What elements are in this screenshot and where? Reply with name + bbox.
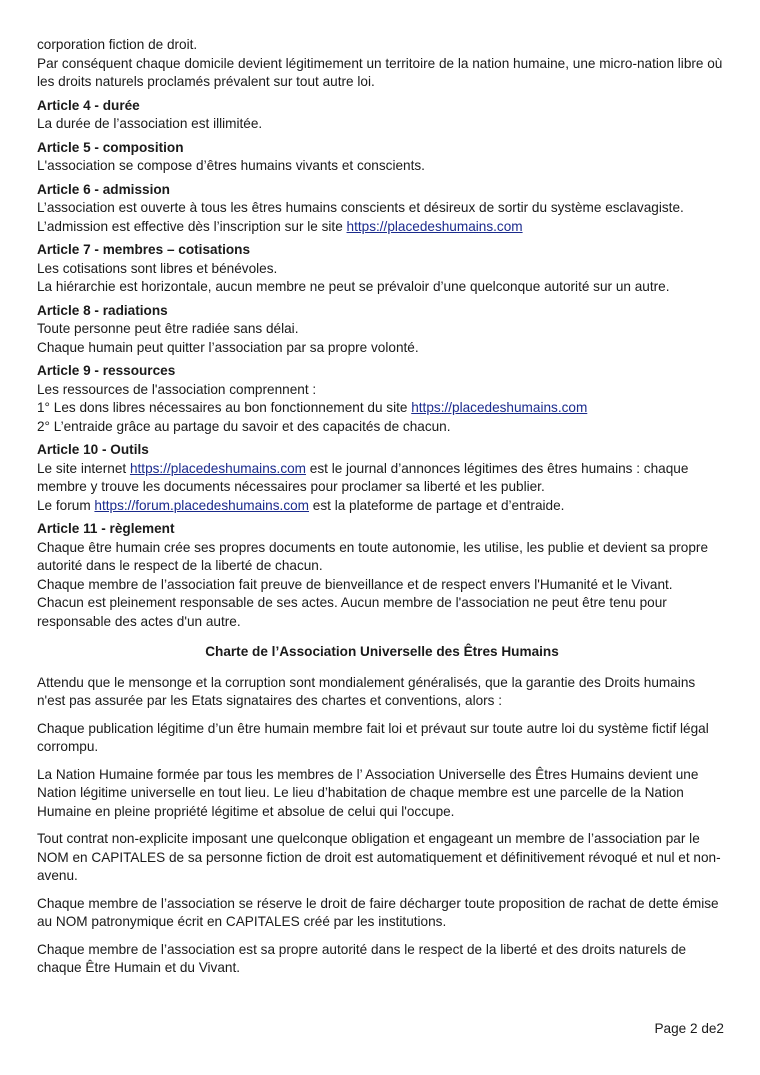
site-link[interactable]: https://placedeshumains.com [129, 460, 307, 476]
article-title: Article 8 - radiations [37, 302, 168, 318]
site-link[interactable]: https://placedeshumains.com [411, 400, 588, 415]
article-text: Chaque humain peut quitter l’association par sa propre volonté. [37, 339, 419, 355]
site-link[interactable]: https://placedeshumains.com [346, 218, 523, 234]
charter-paragraph: Chaque membre de l’association se réserve le droit de faire décharger toute proposition de rachat de dette émise au NOM patronymique écrit en CAPITALES créé par les institutions. [37, 895, 719, 929]
article-text [37, 497, 727, 516]
article-5 [37, 139, 727, 176]
article-text-span: Le forum [37, 497, 95, 513]
intro-paragraph: Par conséquent chaque domicile devient légitimement un territoire de la nation humaine, une micro-nation libre où les droits naturels proclamés prévalent sur tout autre loi. [37, 55, 723, 89]
page-number: Page 2 de2 [654, 1021, 724, 1036]
article-8 [37, 302, 727, 358]
article-title: Article 10 - Outils [37, 442, 149, 457]
charter-paragraph: Chaque membre de l’association est sa propre autorité dans le respect de la liberté et des droits naturels de chaque Être Humain et du Vivant. [37, 941, 687, 975]
article-text-span: L’admission est effective dès l’inscription sur le site [37, 218, 347, 234]
article-9 [37, 362, 727, 436]
article-text: Chacun est pleinement responsable de ses actes. Aucun membre de l'association ne peut être tenu pour responsable des actes d'un autre. [37, 595, 667, 629]
article-text [37, 218, 727, 237]
article-text: Chaque membre de l’association fait preuve de bienveillance et de respect envers l'Humanité et le Vivant. [37, 576, 673, 592]
article-title: Article 5 - composition [37, 139, 184, 155]
article-text-span: 1° Les dons libres nécessaires au bon fonctionnement du site [37, 400, 412, 415]
charter-title: Charte de l’Association Universelle des Êtres Humains [205, 644, 559, 659]
charter-paragraph: Attendu que le mensonge et la corruption sont mondialement généralisés, que la garantie des Droits humains n'est pas assurée par les Etats signataires des chartes et conventions, alors : [37, 674, 696, 708]
article-text [37, 399, 727, 418]
article-text-span: Le site internet [37, 460, 130, 476]
article-4 [37, 97, 727, 134]
article-text [37, 460, 727, 497]
article-title: Article 6 - admission [37, 181, 170, 197]
intro-line: corporation fiction de droit. [37, 37, 198, 52]
article-text: L’association est ouverte à tous les êtres humains conscients et désireux de sortir du système esclavagiste. [37, 200, 684, 215]
article-title: Article 11 - règlement [37, 521, 175, 536]
article-title: Article 9 - ressources [37, 363, 176, 378]
article-text: Les cotisations sont libres et bénévoles. [37, 260, 278, 276]
article-10 [37, 441, 727, 515]
article-text-span: est la plateforme de partage et d’entraide. [309, 497, 565, 513]
article-text: Toute personne peut être radiée sans délai. [37, 321, 299, 336]
forum-link[interactable]: https://forum.placedeshumains.com [94, 497, 310, 513]
article-text: 2° L’entraide grâce au partage du savoir et des capacités de chacun. [37, 418, 451, 434]
article-title: Article 4 - durée [37, 97, 140, 113]
article-text: La hiérarchie est horizontale, aucun membre ne peut se prévaloir d’une quelconque autorité sur un autre. [37, 279, 670, 294]
article-6 [37, 181, 727, 237]
charter-paragraph: Tout contrat non-explicite imposant une quelconque obligation et engageant un membre de l’association par le NOM en CAPITALES de sa personne fiction de droit est automatiquement et définitivement révoqué et nul et non-avenu. [37, 831, 721, 883]
article-11 [37, 520, 727, 631]
article-text-span: est le journal d’annonces légitimes des êtres humains : chaque membre y trouve les documents nécessaires pour proclamer sa liberté et les publier. [37, 460, 689, 494]
article-title: Article 7 - membres – cotisations [37, 242, 251, 257]
charter-paragraph: Chaque publication légitime d’un être humain membre fait loi et prévaut sur toute autre loi du système fictif légal corrompu. [37, 720, 709, 754]
charter-paragraph: La Nation Humaine formée par tous les membres de l’ Association Universelle des Êtres Humains devient une Nation légitime universelle en tout lieu. Le lieu d’habitation de chaque membre est une parcelle de la Nation Humaine en pleine propriété légitime et absolue de celui qui l'occupe. [37, 766, 699, 819]
document-page [37, 36, 727, 987]
article-text: La durée de l’association est illimitée. [37, 116, 263, 131]
article-text: L'association se compose d’êtres humains vivants et conscients. [37, 158, 425, 173]
article-text: Chaque être humain crée ses propres documents en toute autonomie, les utilise, les publie et devient sa propre autorité dans le respect de la liberté de chacun. [37, 539, 709, 573]
article-text: Les ressources de l'association comprennent : [37, 381, 317, 397]
article-7 [37, 241, 727, 297]
intro-section [37, 36, 727, 92]
